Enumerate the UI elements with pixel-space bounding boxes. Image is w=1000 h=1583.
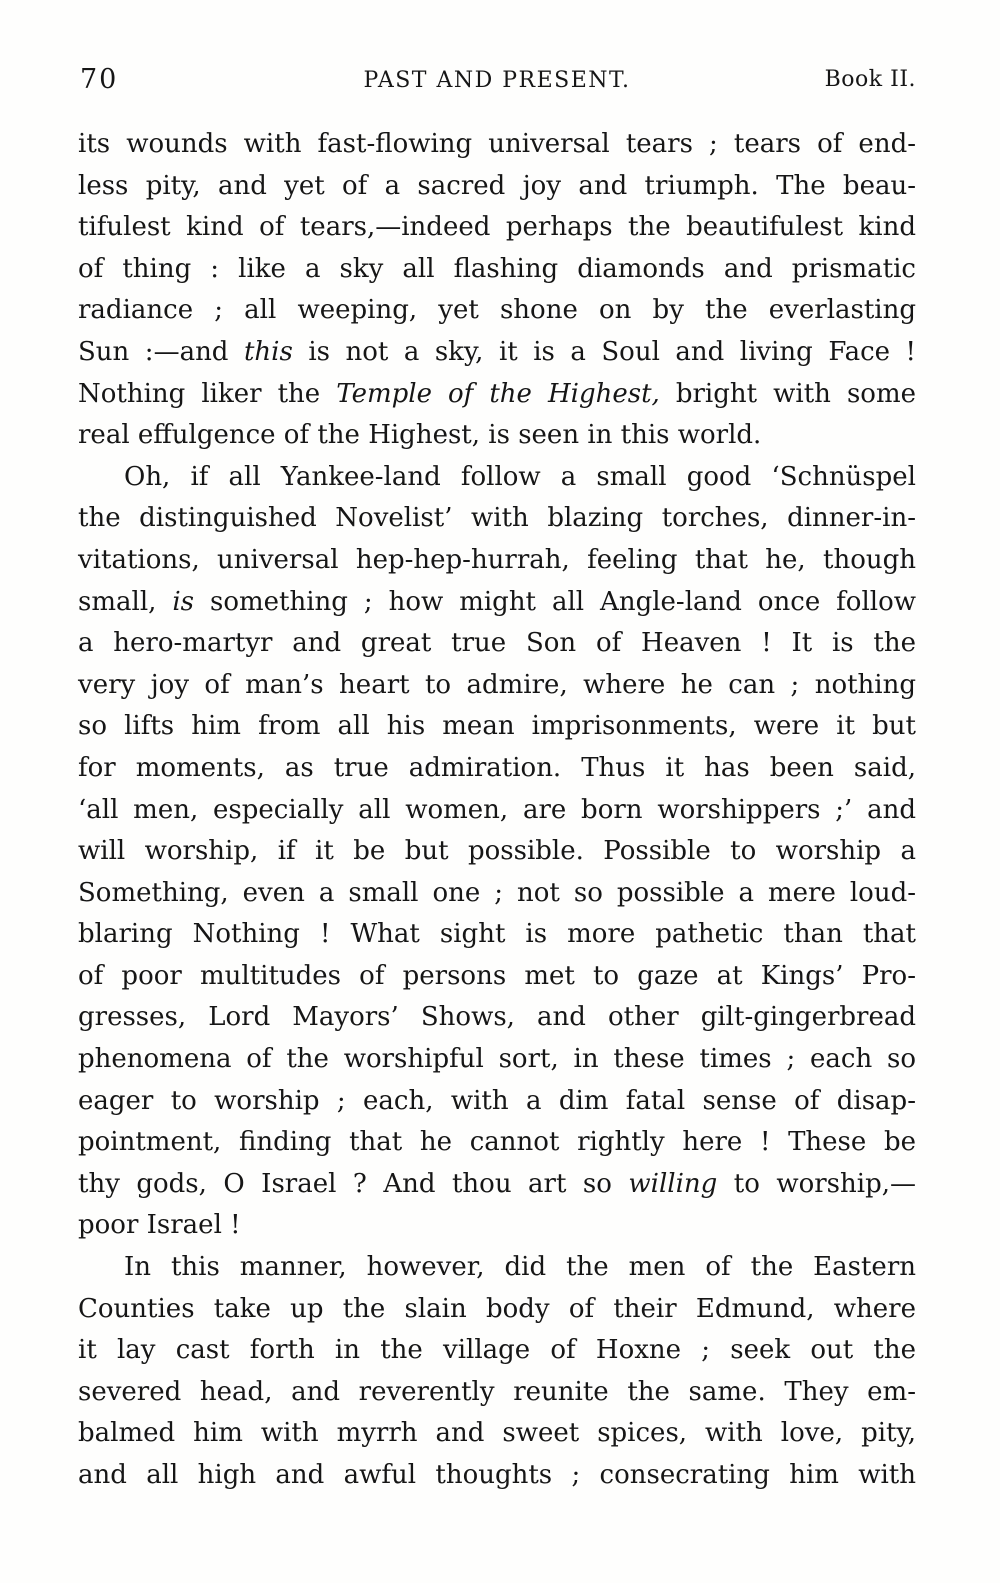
text-line: Oh, if all Yankee-land follow a small good ‘Schnüspel [124,461,916,492]
page-header [78,64,916,106]
text-line: will worship, if it be but possible. Possible to worship a [78,836,916,867]
text-line: gresses, Lord Mayors’ Shows, and other gilt-gingerbread [78,1002,916,1033]
text-line: Nothing liker the Temple of the Highest, bright with some [78,378,916,409]
paragraph [78,1247,916,1497]
text-line: blaring Nothing ! What sight is more pathetic than that [78,919,916,950]
running-title: PAST AND PRESENT. [363,68,631,93]
text-line: balmed him with myrrh and sweet spices, with love, pity, [78,1418,916,1449]
text-line: thy gods, O Israel ? And thou art so willing to worship,— [78,1168,916,1199]
text-line: vitations, universal hep-hep-hurrah, feeling that he, though [78,544,916,575]
text-line: it lay cast forth in the village of Hoxne ; seek out the [78,1335,916,1366]
paragraph [78,124,916,457]
text-line: so lifts him from all his mean imprisonments, were it but [78,711,916,742]
page-number: 70 [80,64,119,95]
text-line: severed head, and reverently reunite the same. They em- [78,1376,916,1407]
text-line: real effulgence of the Highest, is seen in this world. [78,420,762,451]
text-line: phenomena of the worshipful sort, in these times ; each so [78,1044,916,1075]
text-line: Something, even a small one ; not so possible a mere loud- [78,877,916,908]
text-line: a hero-martyr and great true Son of Heaven ! It is the [78,628,916,659]
text-line: of poor multitudes of persons met to gaze at Kings’ Pro- [78,960,916,991]
text-line: Counties take up the slain body of their Edmund, where [78,1293,916,1324]
text-line: ‘all men, especially all women, are born worshippers ;’ and [78,794,916,825]
text-line: eager to worship ; each, with a dim fatal sense of disap- [78,1085,916,1116]
text-line: radiance ; all weeping, yet shone on by the everlasting [78,295,916,326]
text-line: small, is something ; how might all Angle-land once follow [78,586,916,617]
text-line: poor Israel ! [78,1210,241,1241]
text-line: the distinguished Novelist’ with blazing torches, dinner-in- [78,503,916,534]
paragraph [78,457,916,1247]
text-line: very joy of man’s heart to admire, where he can ; nothing [78,669,916,700]
text-line: its wounds with fast-flowing universal tears ; tears of end- [78,129,916,159]
text-line: of thing : like a sky all flashing diamonds and prismatic [78,253,916,284]
text-line: and all high and awful thoughts ; consecrating him with [78,1460,916,1490]
page-text [78,124,916,1497]
text-line: pointment, finding that he cannot rightly here ! These be [78,1127,916,1158]
text-line: tifulest kind of tears,—indeed perhaps the beautifulest kind [78,212,916,243]
text-line: In this manner, however, did the men of the Eastern [124,1252,916,1283]
text-line: Sun :—and this is not a sky, it is a Soul and living Face ! [78,336,916,367]
text-line: less pity, and yet of a sacred joy and triumph. The beau- [78,170,916,201]
text-line: for moments, as true admiration. Thus it has been said, [78,752,916,783]
book-label: Book II. [824,67,916,92]
